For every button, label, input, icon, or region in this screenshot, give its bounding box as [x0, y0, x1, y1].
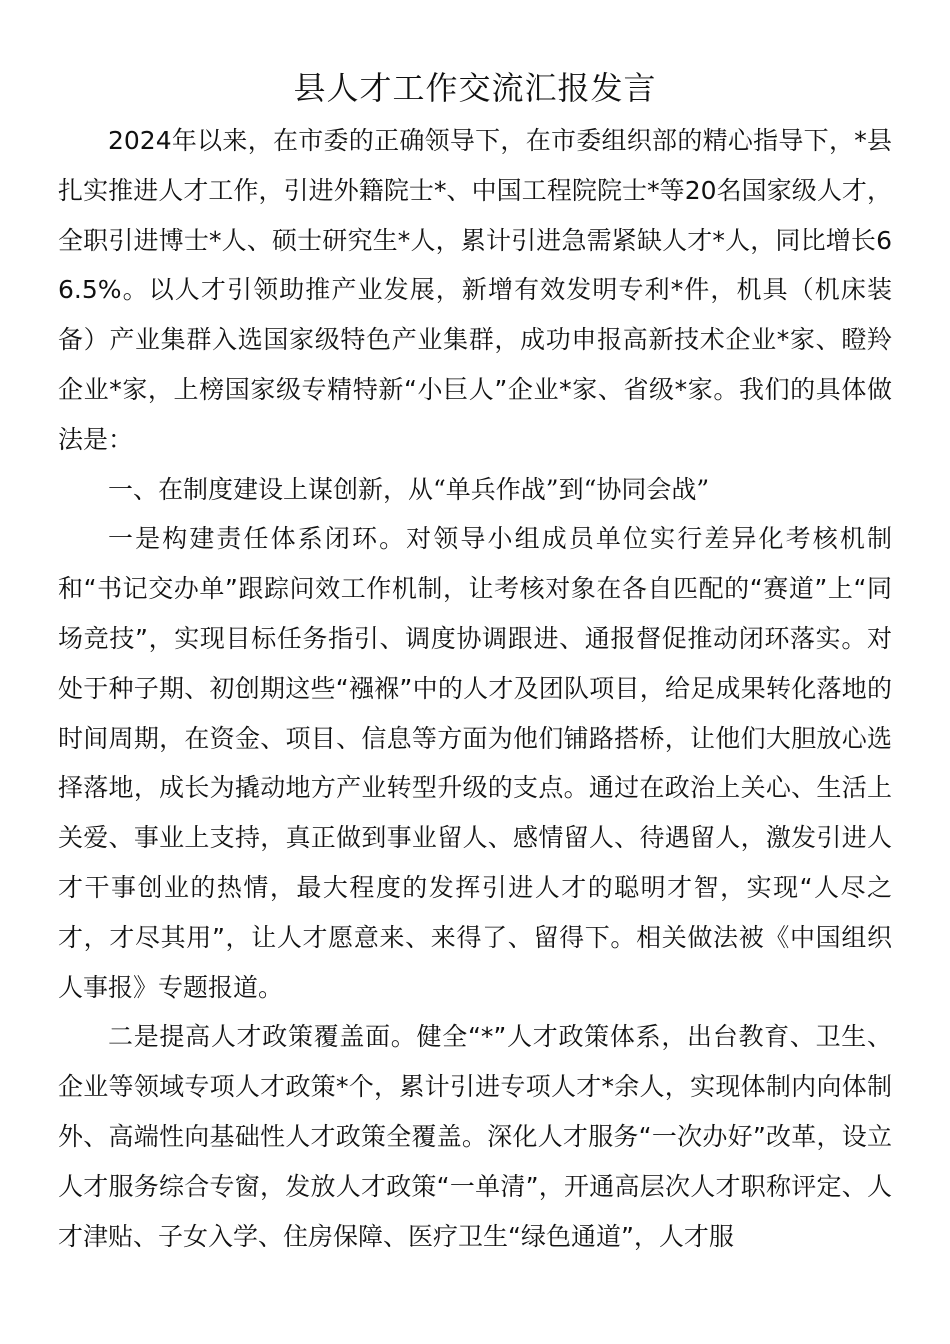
document-title: 县人才工作交流汇报发言	[293, 69, 657, 107]
intro-paragraph: 2024年以来，在市委的正确领导下，在市委组织部的精心指导下，*县扎实推进人才工作，引进外籍院士*、中国工程院院士*等20名国家级人才，全职引进博士*人、硕士研究生*人，累计引进急需紧缺人才*人，同比增长66.5%。以人才引领助推产业发展，新增有效发明专利*件，机具（机床装备）产业集群入选国家级特色产业集群，成功申报高新技术企业*家、瞪羚企业*家，上榜国家级专精特新“小巨人”企业*家、省级*家。我们的具体做法是：	[58, 126, 892, 454]
body-paragraph-2: 二是提高人才政策覆盖面。健全“*”人才政策体系，出台教育、卫生、企业等领域专项人才政策*个，累计引进专项人才*余人，实现体制内向体制外、高端性向基础性人才政策全覆盖。深化人才服务“一次办好”改革，设立人才服务综合专窗，发放人才政策“一单清”，开通高层次人才职称评定、人才津贴、子女入学、住房保障、医疗卫生“绿色通道”，人才服	[58, 1022, 892, 1251]
document-body	[58, 116, 892, 1261]
body-paragraph-1: 一是构建责任体系闭环。对领导小组成员单位实行差异化考核机制和“书记交办单”跟踪问效工作机制，让考核对象在各自匹配的“赛道”上“同场竞技”，实现目标任务指引、调度协调跟进、通报督促推动闭环落实。对处于种子期、初创期这些“襁褓”中的人才及团队项目，给足成果转化落地的时间周期，在资金、项目、信息等方面为他们铺路搭桥，让他们大胆放心选择落地，成长为撬动地方产业转型升级的支点。通过在政治上关心、生活上关爱、事业上支持，真正做到事业留人、感情留人、待遇留人，激发引进人才干事创业的热情，最大程度的发挥引进人才的聪明才智，实现“人尽之才，才尽其用”，让人才愿意来、来得了、留得下。相关做法被《中国组织人事报》专题报道。	[58, 524, 892, 1002]
section-heading-1: 一、在制度建设上谋创新，从“单兵作战”到“协同会战”	[108, 474, 710, 504]
